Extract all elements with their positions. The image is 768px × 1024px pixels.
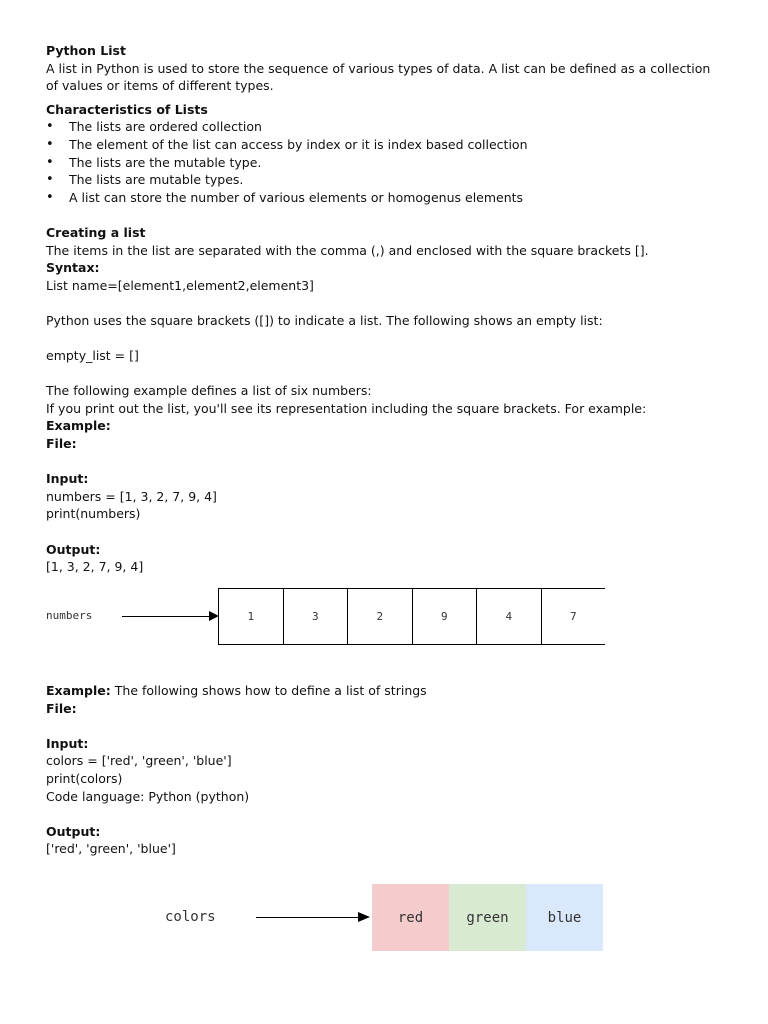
example2-code-line: print(colors) [46, 770, 123, 786]
example2-text: The following shows how to define a list of strings [110, 683, 427, 698]
colors-list-diagram [160, 884, 605, 952]
arrow-line [122, 616, 212, 617]
brackets-text: Python uses the square brackets ([]) to indicate a list. The following shows an empty list: [46, 312, 603, 328]
example1-line2: If you print out the list, you'll see its representation including the square brackets. For example: [46, 400, 647, 416]
example1-output-label: Output: [46, 541, 101, 557]
arrow-head-icon [358, 912, 370, 922]
list-cell: 7 [569, 610, 577, 623]
example1-label: Example: [46, 418, 111, 434]
list-cells [218, 588, 605, 645]
list-item: • A list can store the number of various elements or homogenus elements [46, 189, 726, 207]
list-cell: 2 [348, 589, 413, 644]
example2-label: Example: [46, 683, 111, 698]
numbers-list-diagram [46, 588, 606, 646]
example1-file-label: File: [46, 436, 77, 452]
list-cell-blue: blue [526, 884, 603, 951]
syntax-text: List name=[element1,element2,element3] [46, 277, 314, 293]
creating-text: The items in the list are separated with the comma (,) and enclosed with the square brackets []. [46, 242, 649, 258]
example2-code-line: colors = ['red', 'green', 'blue'] [46, 753, 232, 769]
example2-intro [46, 682, 726, 700]
example2-output-label: Output: [46, 823, 101, 839]
list-item: • The lists are ordered collection [46, 118, 726, 136]
characteristics-heading: Characteristics of Lists [46, 101, 208, 117]
example2-output: ['red', 'green', 'blue'] [46, 841, 176, 857]
list-cell: 1 [219, 589, 284, 644]
creating-heading: Creating a list [46, 224, 146, 240]
list-cell: 3 [284, 589, 349, 644]
list-cell: 9 [413, 589, 478, 644]
empty-list-code: empty_list = [] [46, 348, 139, 364]
example1-input-label: Input: [46, 471, 89, 487]
example1-line1: The following example defines a list of six numbers: [46, 383, 372, 399]
example1-output: [1, 3, 2, 7, 9, 4] [46, 559, 144, 575]
list-cell: 4 [477, 589, 542, 644]
example1-code-line: print(numbers) [46, 506, 141, 522]
example2-input-label: Input: [46, 735, 89, 751]
diagram-variable-name: numbers [46, 609, 93, 622]
diagram-variable-name: colors [165, 909, 216, 925]
intro-paragraph: A list in Python is used to store the sequence of various types of data. A list can be defined as a collection of values or items of different types. [46, 60, 711, 94]
document-body [46, 42, 726, 576]
list-cell-green: green [449, 884, 526, 951]
list-item: • The lists are mutable types. [46, 171, 726, 189]
document-body-part2 [46, 682, 726, 858]
arrow-line [256, 917, 360, 918]
example1-code-line: numbers = [1, 3, 2, 7, 9, 4] [46, 488, 217, 504]
example2-file-label: File: [46, 700, 77, 716]
list-cell-red: red [372, 884, 449, 951]
syntax-label: Syntax: [46, 260, 100, 276]
page-title: Python List [46, 43, 126, 58]
example2-code-language: Code language: Python (python) [46, 788, 250, 804]
list-item: • The lists are the mutable type. [46, 154, 726, 172]
list-item: • The element of the list can access by index or it is index based collection [46, 136, 726, 154]
characteristics-list [46, 118, 726, 206]
list-cells [372, 884, 603, 951]
